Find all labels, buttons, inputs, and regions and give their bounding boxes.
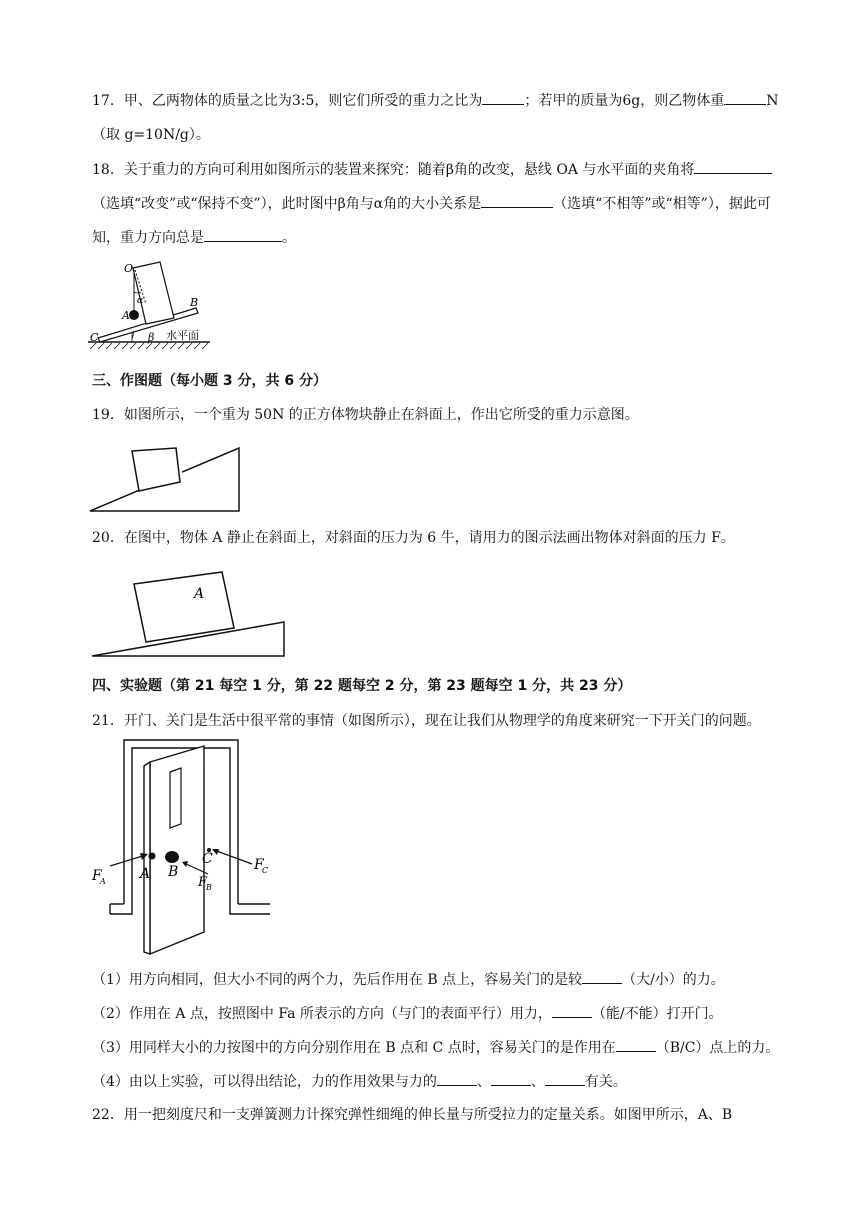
q18-line2: （选填“改变”或“保持不变”），此时图中β角与α角的大小关系是 （选填“不相等”或“相等”），据此可 bbox=[92, 193, 771, 214]
label-ground: 水平面 bbox=[166, 329, 199, 342]
answer-blank[interactable] bbox=[481, 193, 553, 208]
answer-blank[interactable] bbox=[204, 227, 282, 242]
label-beta: β bbox=[148, 331, 155, 344]
answer-blank[interactable] bbox=[491, 1071, 531, 1086]
q21-stem: 21．开门、关门是生活中很平常的事情（如图所示），现在让我们从物理学的角度来研究一下开关门的问题。 bbox=[92, 713, 761, 729]
label-FA-sub: A bbox=[100, 877, 106, 886]
label-A: A bbox=[194, 586, 205, 602]
answer-blank[interactable] bbox=[552, 1003, 592, 1018]
label-A: A bbox=[140, 866, 151, 882]
answer-blank[interactable] bbox=[616, 1037, 656, 1052]
answer-blank[interactable] bbox=[582, 969, 622, 984]
answer-blank[interactable] bbox=[437, 1071, 477, 1086]
q21-part3: （3）用同样大小的力按图中的方向分别作用在 B 点和 C 点时，容易关门的是作用在 （B/C）点上的力。 bbox=[92, 1037, 779, 1058]
label-A: A bbox=[122, 309, 130, 322]
q17-line1: 17．甲、乙两物体的质量之比为3:5，则它们所受的重力之比为 ；若甲的质量为6g，则乙物体重 N bbox=[92, 90, 778, 111]
answer-blank[interactable] bbox=[724, 90, 766, 105]
q21-part1: （1）用方向相同，但大小不同的两个力，先后作用在 B 点上，容易关门的是较 （大/小）的力。 bbox=[92, 969, 725, 990]
label-C: C bbox=[202, 851, 213, 867]
q21-door-figure bbox=[88, 736, 278, 958]
label-FA: F bbox=[92, 868, 102, 884]
answer-blank[interactable] bbox=[694, 159, 772, 174]
q21-part2: （2）作用在 A 点，按照图中 Fa 所表示的方向（与门的表面平行）用力， （能/不能）打开门。 bbox=[92, 1003, 723, 1024]
q20-figure bbox=[88, 566, 288, 660]
section-heading-4: 四、实验题（第 21 每空 1 分，第 22 题每空 2 分，第 23 题每空 1 分，共 23 分） bbox=[92, 678, 632, 694]
q18-figure bbox=[86, 258, 216, 354]
label-B: B bbox=[190, 296, 199, 309]
label-FC-sub: C bbox=[262, 866, 269, 875]
q19-text: 19．如图所示，一个重为 50N 的正方体物块静止在斜面上，作出它所受的重力示意图。 bbox=[92, 407, 639, 423]
q18-line1: 18．关于重力的方向可利用如图所示的装置来探究：随着β角的改变，悬线 OA 与水平面的夹角将 bbox=[92, 159, 772, 180]
section-heading-3: 三、作图题（每小题 3 分，共 6 分） bbox=[92, 373, 327, 389]
q18-line3: 知，重力方向总是 。 bbox=[92, 227, 296, 248]
answer-blank[interactable] bbox=[545, 1071, 585, 1086]
label-alpha: α bbox=[137, 296, 144, 306]
answer-blank[interactable] bbox=[482, 90, 524, 105]
label-B: B bbox=[168, 864, 179, 880]
q21-part4: （4）由以上实验，可以得出结论，力的作用效果与力的 、 、 有关。 bbox=[92, 1071, 627, 1092]
label-FC: F bbox=[254, 857, 264, 873]
q22-text: 22．用一把刻度尺和一支弹簧测力计探究弹性细绳的伸长量与所受拉力的定量关系。如图甲所示，A、B bbox=[92, 1107, 733, 1123]
label-C: C bbox=[90, 331, 99, 344]
q19-figure bbox=[88, 440, 242, 514]
label-FB-sub: B bbox=[206, 883, 212, 892]
q17-line2: （取 g=10N/g）。 bbox=[92, 127, 210, 143]
q20-text: 20．在图中，物体 A 静止在斜面上，对斜面的压力为 6 牛，请用力的图示法画出物体对斜面的压力 F。 bbox=[92, 530, 735, 546]
label-O: O bbox=[124, 262, 134, 275]
label-FB: F bbox=[198, 875, 208, 890]
